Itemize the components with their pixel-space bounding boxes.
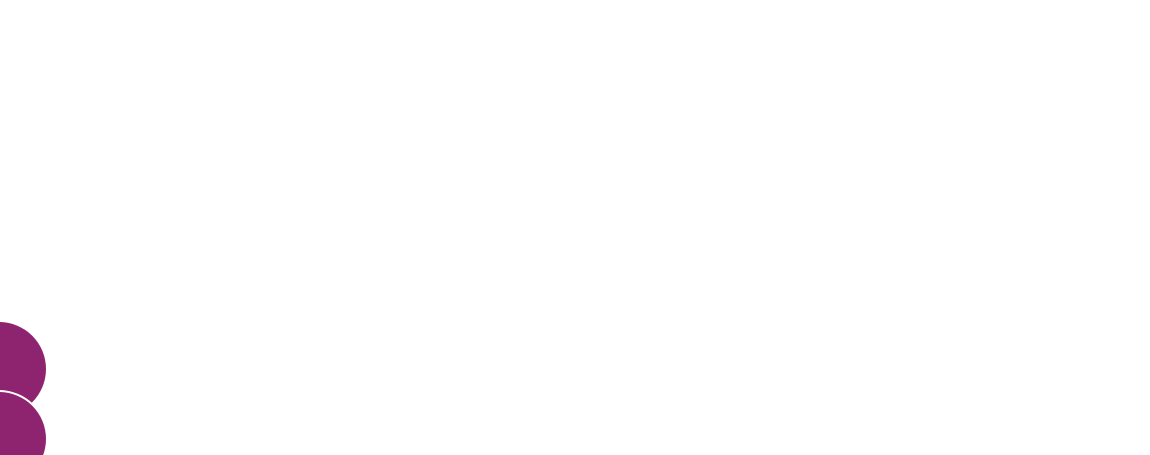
side-tab-601[interactable] [0,392,46,455]
